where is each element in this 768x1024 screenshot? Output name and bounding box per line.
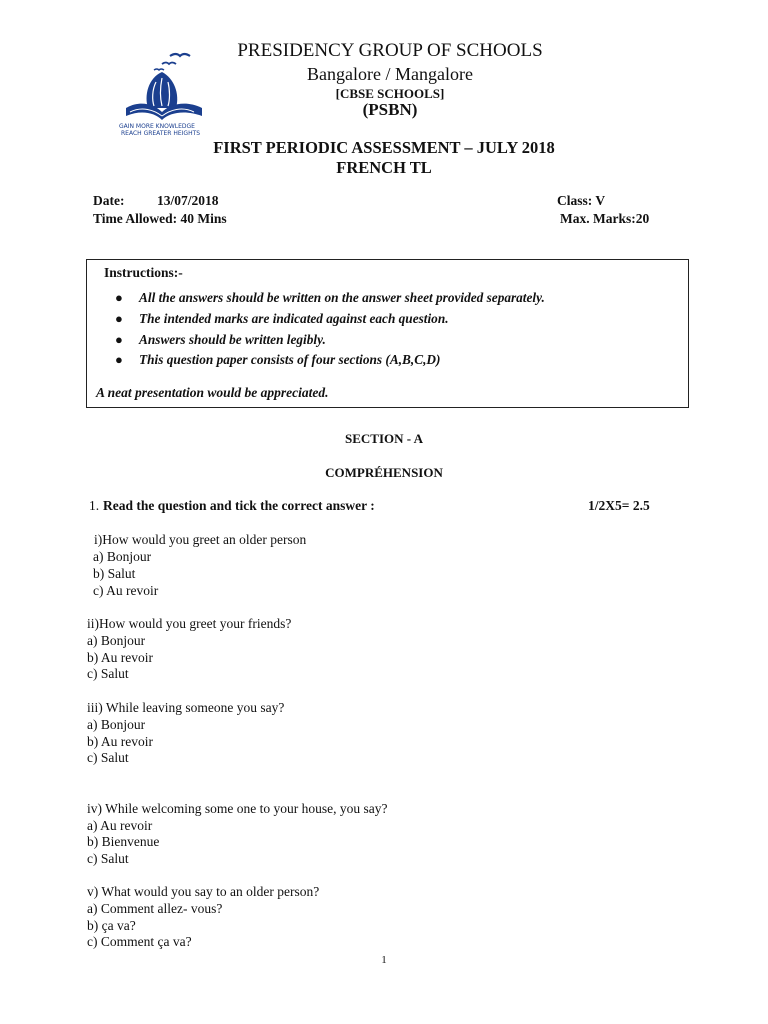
answer-option[interactable]: c) Au revoir [93, 583, 159, 598]
answer-option[interactable]: c) Salut [87, 851, 129, 866]
answer-option[interactable]: a) Comment allez- vous? [87, 901, 223, 916]
question-marks: 1/2X5= 2.5 [588, 498, 650, 513]
subquestion-text: iii) While leaving someone you say? [87, 700, 285, 715]
logo-tagline-1: GAIN MORE KNOWLEDGE [119, 123, 195, 130]
bullet-icon: ● [115, 352, 123, 368]
instruction-text: All the answers should be written on the answer sheet provided separately. [139, 290, 545, 305]
bullet-icon: ● [115, 290, 123, 305]
instructions-note: A neat presentation would be appreciated. [96, 385, 329, 400]
instruction-item [87, 290, 545, 311]
section-title: SECTION - A [344, 431, 424, 446]
answer-option[interactable]: a) Bonjour [87, 633, 146, 648]
section-subtitle: COMPRÉHENSION [325, 465, 443, 480]
page-number: 1 [381, 954, 387, 966]
instructions-list [87, 290, 545, 373]
answer-option[interactable]: c) Salut [87, 666, 129, 681]
instructions-box [86, 259, 689, 408]
answer-option[interactable]: b) Bienvenue [87, 834, 160, 849]
instruction-item [87, 311, 545, 332]
time-allowed: Time Allowed: 40 Mins [93, 211, 227, 226]
instructions-title: Instructions:- [104, 265, 183, 280]
date-value: 13/07/2018 [157, 193, 219, 208]
instruction-item [87, 332, 545, 353]
school-city: Bangalore / Mangalore [307, 64, 473, 84]
instruction-text: This question paper consists of four sections (A,B,C,D) [139, 352, 441, 368]
question-number: 1. [89, 498, 100, 513]
class-label: Class: V [557, 193, 606, 208]
subquestion-text: i)How would you greet an older person [94, 532, 307, 547]
question-text: Read the question and tick the correct answer : [103, 498, 375, 513]
subquestion-text: ii)How would you greet your friends? [87, 616, 292, 631]
answer-option[interactable]: c) Comment ça va? [87, 934, 192, 949]
answer-option[interactable]: c) Salut [87, 750, 129, 765]
exam-subject: FRENCH TL [336, 158, 432, 177]
subquestion-text: iv) While welcoming some one to your house, you say? [87, 801, 388, 816]
instruction-text: Answers should be written legibly. [139, 331, 326, 347]
date-label: Date: [93, 193, 125, 208]
answer-option[interactable]: b) ça va? [87, 918, 136, 933]
school-board: [CBSE SCHOOLS] [335, 86, 445, 101]
subquestion-text: v) What would you say to an older person? [87, 884, 320, 899]
school-name: PRESIDENCY GROUP OF SCHOOLS [237, 40, 543, 61]
answer-option[interactable]: a) Bonjour [93, 549, 152, 564]
bullet-icon: ● [115, 310, 123, 326]
answer-option[interactable]: a) Bonjour [87, 717, 146, 732]
school-abbreviation: (PSBN) [362, 100, 418, 119]
max-marks: Max. Marks:20 [560, 211, 650, 226]
exam-title: FIRST PERIODIC ASSESSMENT – JULY 2018 [213, 138, 555, 157]
answer-option[interactable]: b) Au revoir [87, 650, 153, 665]
answer-option[interactable]: a) Au revoir [87, 818, 153, 833]
instruction-text: The intended marks are indicated against each question. [139, 310, 449, 326]
instruction-item [87, 352, 545, 373]
logo-tagline-2: REACH GREATER HEIGHTS [121, 130, 201, 136]
bullet-icon: ● [115, 331, 123, 347]
answer-option[interactable]: b) Salut [93, 566, 136, 581]
answer-option[interactable]: b) Au revoir [87, 734, 153, 749]
